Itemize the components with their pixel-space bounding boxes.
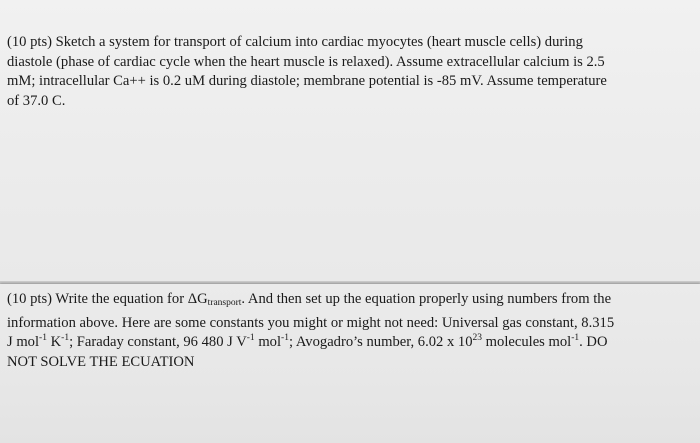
constant-text-b: K bbox=[46, 334, 62, 350]
question1-line-2: diastole (phase of cardiac cycle when the heart muscle is relaxed). Assume extracellular calcium is 2.5 bbox=[7, 53, 605, 70]
question2-line1-suffix: . And then set up the equation properly using numbers from the bbox=[241, 291, 612, 307]
constant-text-a: J mol bbox=[7, 334, 40, 350]
constant-text-c: ; Faraday constant, 96 480 J V bbox=[69, 334, 247, 350]
question1-line-3: mM; intracellular Ca++ is 0.2 uM during diastole; membrane potential is -85 mV. Assume temperature bbox=[7, 73, 607, 89]
constant-text-d: mol bbox=[254, 334, 282, 350]
question-calcium-transport-sketch bbox=[7, 33, 607, 111]
question2-line-3 bbox=[7, 333, 614, 353]
constant-text-f: molecules mol bbox=[482, 334, 572, 350]
delta-g-subscript: transport bbox=[207, 298, 242, 308]
exponent-3: -1 bbox=[246, 333, 255, 343]
question2-line1-prefix: (10 pts) Write the equation for ΔG bbox=[7, 291, 208, 307]
question-delta-g-equation bbox=[7, 290, 614, 372]
exponent-6: -1 bbox=[571, 333, 580, 343]
question2-line-4: NOT SOLVE THE ECUATION bbox=[7, 353, 195, 370]
worksheet-bottom-page bbox=[0, 284, 700, 443]
constant-text-g: . DO bbox=[579, 334, 608, 350]
question1-line-4: of 37.0 C. bbox=[7, 92, 66, 109]
question2-line-1 bbox=[7, 290, 614, 314]
question1-line-1: (10 pts) Sketch a system for transport of calcium into cardiac myocytes (heart muscle cells) during bbox=[7, 34, 583, 50]
constant-text-e: ; Avogadro’s number, 6.02 x 10 bbox=[288, 334, 473, 350]
exponent-5: 23 bbox=[472, 333, 483, 343]
exponent-4: -1 bbox=[281, 333, 289, 343]
exponent-1: -1 bbox=[39, 333, 47, 343]
question2-line-2: information above. Here are some constants you might or might not need: Universal gas constant, 8.315 bbox=[7, 314, 615, 331]
exponent-2: -1 bbox=[61, 333, 70, 343]
